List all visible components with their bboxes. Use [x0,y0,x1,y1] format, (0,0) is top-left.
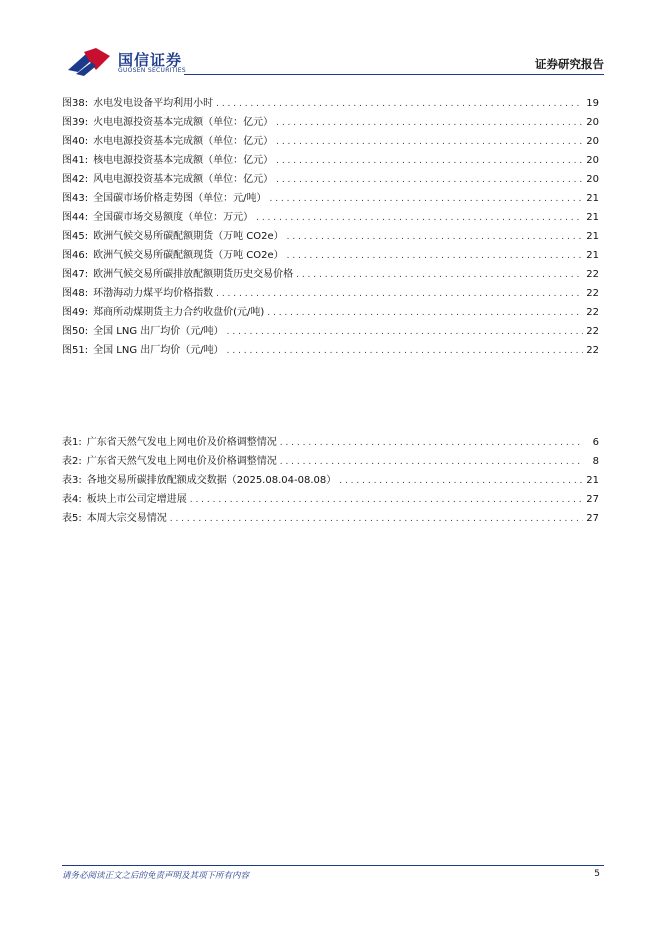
toc-entry[interactable] [62,189,599,208]
toc-entry[interactable] [62,452,599,471]
toc-entry[interactable] [62,490,599,509]
toc-entry[interactable] [62,227,599,246]
dot-leader [216,95,583,114]
toc-entry[interactable] [62,322,599,341]
guosen-logo-icon [66,46,112,78]
entry-page: 22 [586,345,599,356]
entry-label: 图51: [62,345,89,356]
entry-title: 全国碳市场价格走势图（单位：元/吨） [93,193,267,204]
footer-divider [62,865,604,866]
entry-label: 图47: [62,269,89,280]
entry-page: 8 [592,456,599,467]
dot-leader [276,152,583,171]
toc-entry[interactable] [62,303,599,322]
dot-leader [287,228,584,247]
dot-leader [296,266,583,285]
entry-page: 22 [586,307,599,318]
entry-label: 图48: [62,288,89,299]
dot-leader [227,323,584,342]
toc-entry[interactable] [62,151,599,170]
header-divider [184,74,604,75]
entry-page: 19 [586,98,599,109]
dot-leader [276,171,583,190]
entry-label: 图42: [62,174,89,185]
dot-leader [339,472,583,491]
entry-page: 21 [586,193,599,204]
entry-page: 20 [586,174,599,185]
entry-title: 火电电源投资基本完成额（单位：亿元） [93,117,274,128]
logo-english-name: GUOSEN SECURITIES [118,67,187,74]
entry-page: 27 [586,513,599,524]
dot-leader [170,510,584,529]
dot-leader [276,114,583,133]
entry-label: 图38: [62,98,89,109]
dot-leader [269,190,583,209]
entry-page: 20 [586,155,599,166]
entry-page: 27 [586,494,599,505]
entry-page: 20 [586,117,599,128]
entry-title: 本周大宗交易情况 [86,513,167,524]
entry-page: 21 [586,475,599,486]
toc-entry[interactable] [62,132,599,151]
logo-chinese-name: 国信证券 [118,51,183,69]
toc-entry[interactable] [62,265,599,284]
entry-page: 20 [586,136,599,147]
toc-entry[interactable] [62,170,599,189]
dot-leader [287,247,584,266]
toc-entry[interactable] [62,341,599,360]
toc-entry[interactable] [62,208,599,227]
entry-label: 图40: [62,136,89,147]
page-number: 5 [594,869,600,879]
toc-entry[interactable] [62,284,599,303]
dot-leader [227,342,584,361]
entry-label: 表2: [62,456,82,467]
entry-label: 表4: [62,494,82,505]
dot-leader [280,434,584,453]
entry-page: 21 [586,212,599,223]
dot-leader [280,453,584,472]
toc-entry[interactable] [62,509,599,528]
entry-title: 环渤海动力煤平均价格指数 [93,288,214,299]
entry-label: 图46: [62,250,89,261]
dot-leader [267,304,583,323]
entry-title: 广东省天然气发电上网电价及价格调整情况 [86,456,277,467]
toc-entry[interactable] [62,94,599,113]
dot-leader [276,133,583,152]
entry-page: 22 [586,326,599,337]
entry-title: 全国 LNG 出厂均价（元/吨） [93,345,224,356]
entry-title: 风电电源投资基本完成额（单位：亿元） [93,174,274,185]
entry-title: 板块上市公司定增进展 [86,494,187,505]
dot-leader [256,209,583,228]
entry-label: 图39: [62,117,89,128]
entry-page: 22 [586,269,599,280]
entry-label: 图50: [62,326,89,337]
figure-list [62,94,599,360]
report-type-label: 证券研究报告 [535,57,604,71]
entry-label: 图43: [62,193,89,204]
entry-title: 水电发电设备平均利用小时 [93,98,214,109]
entry-page: 6 [592,437,599,448]
entry-label: 图45: [62,231,89,242]
dot-leader [190,491,584,510]
entry-title: 郑商所动煤期货主力合约收盘价(元/吨) [93,307,265,318]
entry-title: 广东省天然气发电上网电价及价格调整情况 [86,437,277,448]
toc-entry[interactable] [62,433,599,452]
entry-title: 各地交易所碳排放配额成交数据（2025.08.04-08.08） [86,475,337,486]
entry-title: 全国碳市场交易额度（单位：万元） [93,212,254,223]
toc-entry[interactable] [62,113,599,132]
toc-entry[interactable] [62,471,599,490]
entry-label: 表1: [62,437,82,448]
entry-label: 图49: [62,307,89,318]
entry-title: 水电电源投资基本完成额（单位：亿元） [93,136,274,147]
footer-disclaimer: 请务必阅读正文之后的免责声明及其项下所有内容 [62,871,250,881]
entry-title: 欧洲气候交易所碳配额期货（万吨 CO2e） [93,231,284,242]
entry-label: 表5: [62,513,82,524]
entry-title: 核电电源投资基本完成额（单位：亿元） [93,155,274,166]
entry-title: 欧洲气候交易所碳配额现货（万吨 CO2e） [93,250,284,261]
entry-label: 图41: [62,155,89,166]
entry-page: 21 [586,250,599,261]
table-list [62,433,599,528]
entry-page: 21 [586,231,599,242]
entry-label: 表3: [62,475,82,486]
entry-page: 22 [586,288,599,299]
entry-title: 欧洲气候交易所碳排放配额期货历史交易价格 [93,269,294,280]
entry-label: 图44: [62,212,89,223]
dot-leader [216,285,583,304]
page-header [0,0,662,80]
entry-title: 全国 LNG 出厂均价（元/吨） [93,326,224,337]
toc-entry[interactable] [62,246,599,265]
